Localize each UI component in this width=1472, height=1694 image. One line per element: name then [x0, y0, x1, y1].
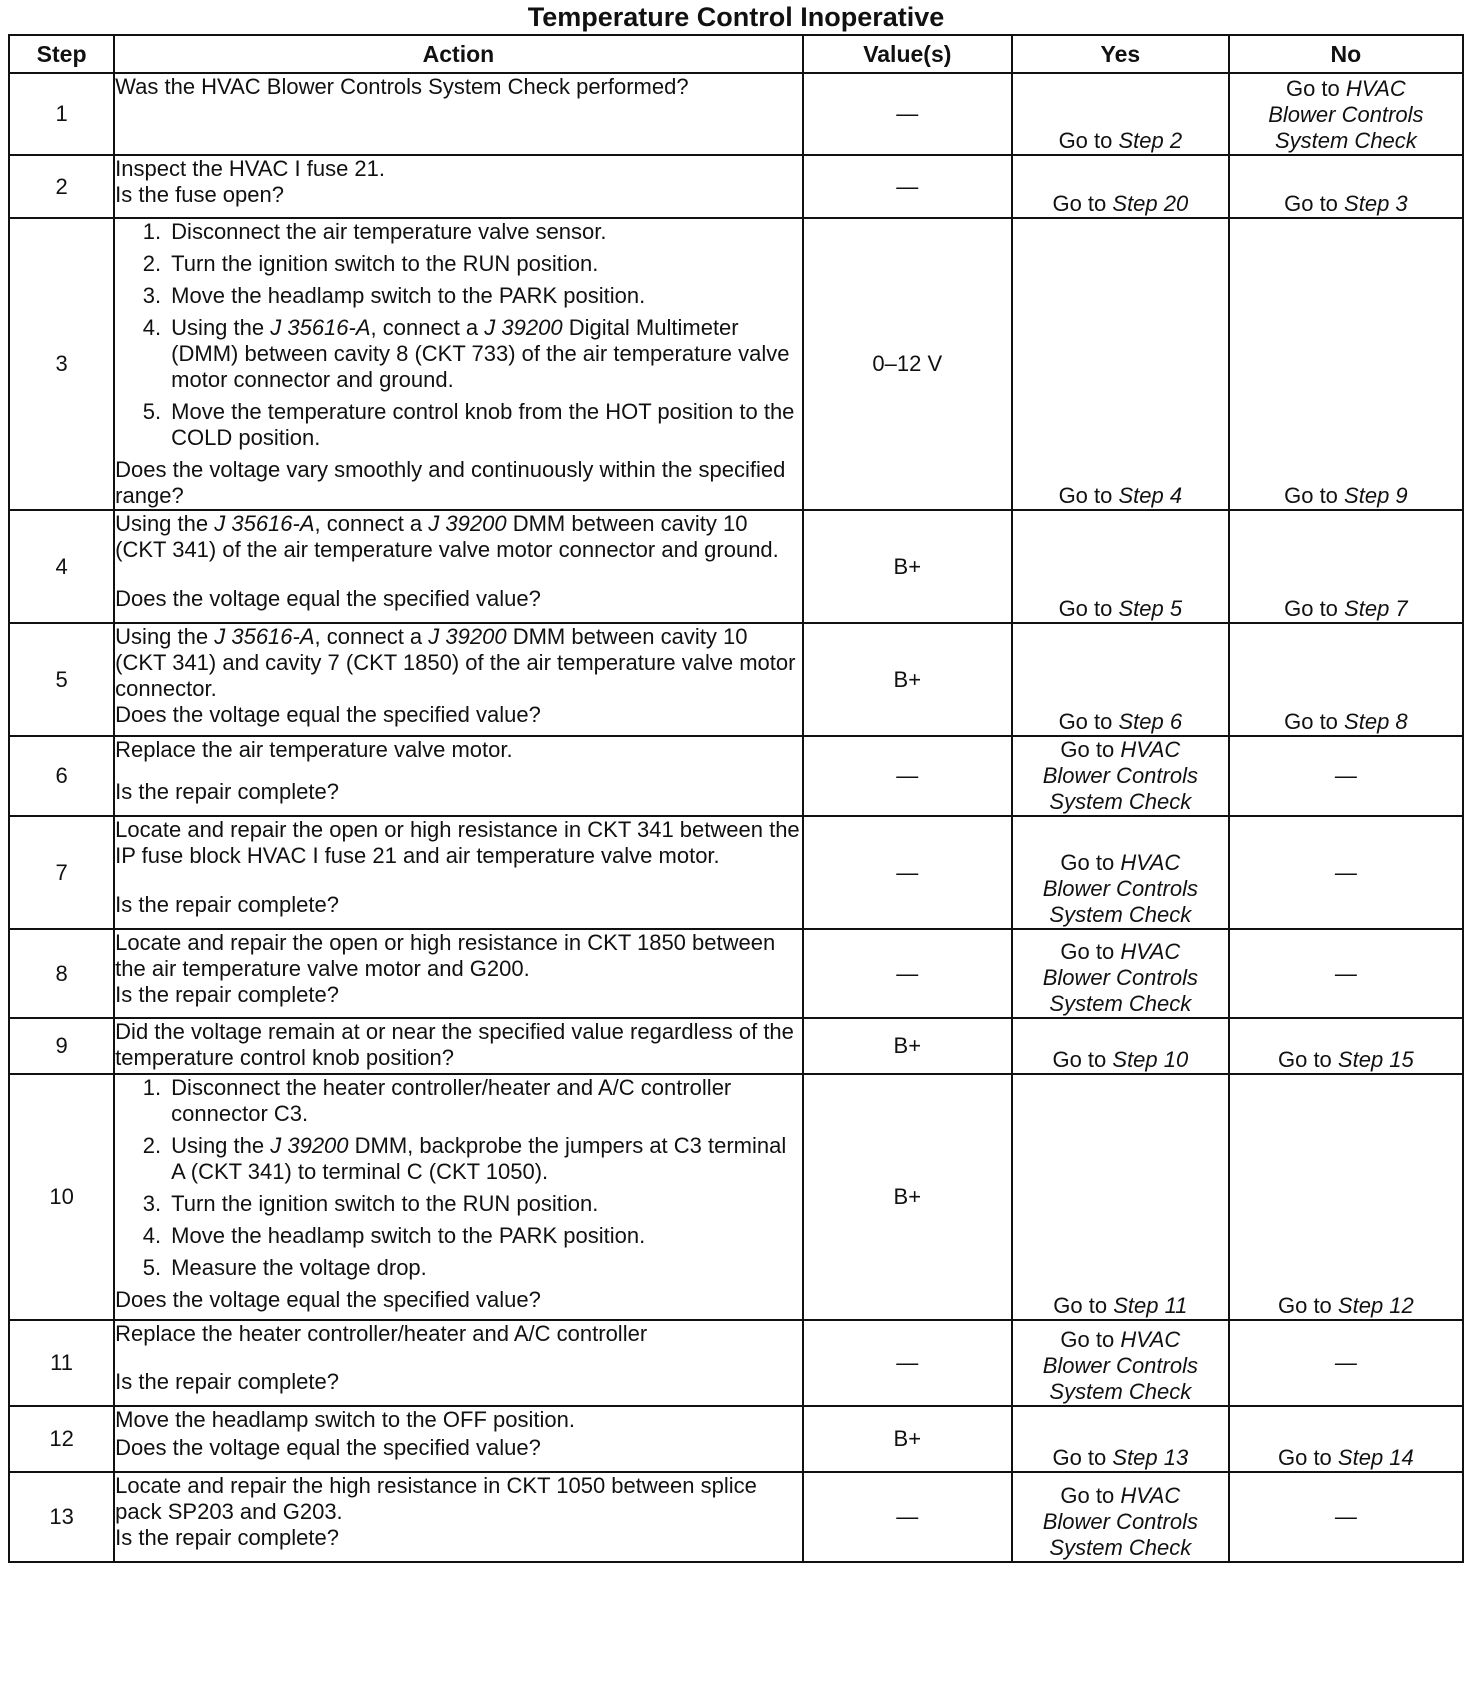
table-row — [9, 1320, 1463, 1406]
goto-prefix: Go to — [1277, 1293, 1332, 1318]
goto-target: Step 5 — [1118, 596, 1183, 621]
no-cell — [1229, 218, 1463, 510]
goto-target: Step 4 — [1118, 483, 1183, 508]
step-number: 10 — [9, 1074, 114, 1320]
no-cell — [1229, 1320, 1463, 1406]
action-step-item — [167, 399, 802, 451]
outcome-link[interactable] — [1268, 76, 1423, 153]
step-number: 9 — [9, 1018, 114, 1074]
action-text — [115, 737, 802, 763]
goto-prefix: Go to — [1053, 1293, 1108, 1318]
action-steps-list — [115, 219, 802, 451]
value-cell: B+ — [803, 1406, 1012, 1472]
action-text — [115, 74, 802, 100]
yes-cell — [1012, 736, 1229, 816]
goto-prefix: Go to — [1284, 596, 1338, 621]
action-line: Inspect the HVAC I fuse 21. — [115, 156, 386, 181]
goto-prefix: Go to — [1060, 939, 1115, 964]
action-line: Using the J 39200 DMM, backprobe the jumpers at C3 terminal A (CKT 341) to terminal C (CKT 1050). — [171, 1133, 787, 1184]
outcome-dash: — — [1334, 859, 1357, 885]
action-text — [115, 1321, 802, 1347]
goto-prefix: Go to — [1284, 709, 1338, 734]
column-header-step: Step — [9, 35, 114, 73]
action-line: Was the HVAC Blower Controls System Check performed? — [115, 74, 689, 99]
step-number: 8 — [9, 929, 114, 1018]
table-row — [9, 1074, 1463, 1320]
action-line: Replace the air temperature valve motor. — [115, 737, 513, 762]
action-question: Does the voltage equal the specified value? — [115, 1287, 541, 1312]
table-row — [9, 816, 1463, 929]
action-step-item — [167, 315, 802, 393]
column-header-values: Value(s) — [803, 35, 1012, 73]
action-question: Is the repair complete? — [115, 1525, 339, 1550]
yes-cell — [1012, 929, 1229, 1018]
outcome-link[interactable] — [1284, 483, 1408, 508]
yes-cell — [1012, 816, 1229, 929]
action-text — [115, 624, 802, 702]
goto-prefix: Go to — [1285, 76, 1340, 101]
yes-cell — [1012, 73, 1229, 155]
action-question: Does the voltage vary smoothly and continuously within the specified range? — [115, 457, 786, 508]
outcome-link[interactable] — [1043, 850, 1198, 927]
table-row — [9, 1018, 1463, 1074]
action-step-item — [167, 1255, 802, 1281]
goto-target: Step 3 — [1344, 191, 1408, 216]
goto-prefix: Go to — [1058, 128, 1113, 153]
goto-target: Step 14 — [1337, 1445, 1414, 1470]
outcome-dash: — — [1334, 763, 1357, 788]
action-step-item — [167, 283, 802, 309]
value-cell: B+ — [803, 510, 1012, 623]
outcome-link[interactable] — [1043, 1327, 1198, 1404]
value-cell: — — [803, 929, 1012, 1018]
action-question: Does the voltage equal the specified value? — [115, 1435, 541, 1460]
action-question: Is the repair complete? — [115, 1369, 339, 1394]
value-cell: B+ — [803, 1018, 1012, 1074]
step-number: 4 — [9, 510, 114, 623]
goto-prefix: Go to — [1060, 850, 1115, 875]
action-question: Is the repair complete? — [115, 892, 339, 917]
goto-prefix: Go to — [1058, 709, 1113, 734]
action-line: Turn the ignition switch to the RUN position. — [171, 1191, 599, 1216]
yes-cell — [1012, 218, 1229, 510]
step-number: 12 — [9, 1406, 114, 1472]
column-header-yes: Yes — [1012, 35, 1229, 73]
action-line: Replace the heater controller/heater and A/C controller — [115, 1321, 648, 1346]
action-step-item — [167, 1191, 802, 1217]
action-line: Turn the ignition switch to the RUN position. — [171, 251, 599, 276]
table-row — [9, 1472, 1463, 1562]
action-question: Does the voltage equal the specified value? — [115, 702, 541, 727]
goto-target: Step 15 — [1337, 1047, 1414, 1072]
action-line: Measure the voltage drop. — [171, 1255, 427, 1280]
value-cell: — — [803, 73, 1012, 155]
action-text — [115, 511, 802, 563]
action-line: Disconnect the heater controller/heater and A/C controller connector C3. — [171, 1075, 732, 1126]
outcome-link[interactable] — [1059, 483, 1183, 508]
value-cell: B+ — [803, 623, 1012, 736]
no-cell — [1229, 816, 1463, 929]
step-number: 7 — [9, 816, 114, 929]
diagnostic-table — [8, 34, 1464, 1563]
action-cell — [114, 736, 803, 816]
header-row — [9, 35, 1463, 73]
action-line: Move the headlamp switch to the OFF position. — [115, 1407, 575, 1432]
action-line: Locate and repair the open or high resistance in CKT 1850 between the air temperature valve motor and G200. — [115, 930, 776, 981]
step-number: 1 — [9, 73, 114, 155]
action-cell — [114, 218, 803, 510]
no-cell — [1229, 1406, 1463, 1472]
goto-prefix: Go to — [1060, 737, 1115, 762]
outcome-link[interactable] — [1043, 737, 1198, 814]
action-step-item — [167, 1133, 802, 1185]
action-step-item — [167, 1075, 802, 1127]
outcome-link[interactable] — [1052, 191, 1188, 216]
outcome-dash: — — [1334, 960, 1357, 986]
goto-target: Step 11 — [1113, 1293, 1188, 1318]
action-text — [115, 1407, 802, 1433]
step-number: 5 — [9, 623, 114, 736]
action-cell — [114, 1018, 803, 1074]
value-cell: B+ — [803, 1074, 1012, 1320]
no-cell — [1229, 1074, 1463, 1320]
action-line: Using the J 35616-A, connect a J 39200 DMM between cavity 10 (CKT 341) and cavity 7 (CKT 1850) of the air temperature valve motor connector. — [115, 624, 796, 701]
outcome-link[interactable] — [1043, 1483, 1198, 1560]
action-line: Locate and repair the open or high resistance in CKT 341 between the IP fuse block HVAC I fuse 21 and air temperature valve motor. — [115, 817, 800, 868]
action-cell — [114, 623, 803, 736]
table-row — [9, 736, 1463, 816]
yes-cell — [1012, 510, 1229, 623]
outcome-link[interactable] — [1278, 1047, 1414, 1072]
no-cell — [1229, 929, 1463, 1018]
no-cell — [1229, 155, 1463, 218]
action-line: Move the headlamp switch to the PARK position. — [171, 1223, 646, 1248]
action-question: Is the repair complete? — [115, 982, 339, 1007]
goto-prefix: Go to — [1058, 596, 1113, 621]
action-step-item — [167, 219, 802, 245]
action-cell — [114, 929, 803, 1018]
action-question: Does the voltage equal the specified value? — [115, 586, 541, 611]
table-row — [9, 623, 1463, 736]
action-cell — [114, 1406, 803, 1472]
goto-prefix: Go to — [1052, 191, 1107, 216]
action-text — [115, 156, 802, 182]
outcome-link[interactable] — [1284, 596, 1408, 621]
action-line: Using the J 35616-A, connect a J 39200 DMM between cavity 10 (CKT 341) of the air temperature valve motor connector and ground. — [115, 511, 779, 562]
action-text — [115, 930, 802, 982]
value-cell: — — [803, 1472, 1012, 1562]
action-cell — [114, 1472, 803, 1562]
action-question: Is the repair complete? — [115, 779, 339, 804]
action-steps-list — [115, 1075, 802, 1281]
column-header-action: Action — [114, 35, 803, 73]
outcome-link[interactable] — [1278, 1293, 1414, 1318]
yes-cell — [1012, 1406, 1229, 1472]
goto-target: HVAC Blower Controls System Check — [1042, 1327, 1198, 1404]
outcome-link[interactable] — [1052, 1047, 1188, 1072]
value-cell: — — [803, 736, 1012, 816]
action-line: Did the voltage remain at or near the specified value regardless of the temperature control knob position? — [115, 1019, 794, 1070]
goto-target: HVAC Blower Controls System Check — [1042, 850, 1198, 927]
goto-prefix: Go to — [1060, 1483, 1115, 1508]
document-title: Temperature Control Inoperative — [527, 2, 945, 32]
goto-target: Step 2 — [1118, 128, 1183, 153]
action-cell — [114, 816, 803, 929]
no-cell — [1229, 736, 1463, 816]
outcome-link[interactable] — [1053, 1293, 1187, 1318]
value-cell: — — [803, 1320, 1012, 1406]
action-cell — [114, 155, 803, 218]
outcome-link[interactable] — [1043, 939, 1198, 1016]
no-cell — [1229, 73, 1463, 155]
column-header-no: No — [1229, 35, 1463, 73]
action-cell — [114, 73, 803, 155]
action-line: Disconnect the air temperature valve sensor. — [171, 219, 607, 244]
step-number: 11 — [9, 1320, 114, 1406]
yes-cell — [1012, 623, 1229, 736]
table-row — [9, 218, 1463, 510]
goto-target: Step 6 — [1118, 709, 1183, 734]
action-cell — [114, 1074, 803, 1320]
goto-target: Step 8 — [1344, 709, 1408, 734]
table-body — [9, 73, 1463, 1562]
no-cell — [1229, 510, 1463, 623]
table-row — [9, 929, 1463, 1018]
action-cell — [114, 1320, 803, 1406]
goto-target: HVAC Blower Controls System Check — [1042, 939, 1198, 1016]
table-row — [9, 73, 1463, 155]
yes-cell — [1012, 1320, 1229, 1406]
outcome-link[interactable] — [1284, 191, 1408, 216]
action-question: Is the fuse open? — [115, 182, 284, 207]
value-cell: — — [803, 816, 1012, 929]
action-step-item — [167, 251, 802, 277]
goto-prefix: Go to — [1277, 1445, 1332, 1470]
action-line: Using the J 35616-A, connect a J 39200 Digital Multimeter (DMM) between cavity 8 (CKT 733) of the air temperature valve motor connector and ground. — [171, 315, 790, 392]
outcome-link[interactable] — [1059, 128, 1183, 153]
yes-cell — [1012, 1472, 1229, 1562]
outcome-link[interactable] — [1059, 596, 1183, 621]
action-cell — [114, 510, 803, 623]
step-number: 13 — [9, 1472, 114, 1562]
action-line: Locate and repair the high resistance in CKT 1050 between splice pack SP203 and G203. — [115, 1473, 757, 1524]
outcome-dash: — — [1334, 1350, 1357, 1375]
no-cell — [1229, 1018, 1463, 1074]
goto-target: Step 7 — [1344, 596, 1408, 621]
value-cell: 0–12 V — [803, 218, 1012, 510]
table-row — [9, 155, 1463, 218]
outcome-link[interactable] — [1284, 709, 1408, 734]
goto-prefix: Go to — [1277, 1047, 1332, 1072]
goto-target: Step 10 — [1112, 1047, 1189, 1072]
yes-cell — [1012, 1074, 1229, 1320]
goto-prefix: Go to — [1284, 483, 1338, 508]
goto-target: HVAC Blower Controls System Check — [1042, 737, 1198, 814]
table-row — [9, 510, 1463, 623]
action-line: Move the headlamp switch to the PARK position. — [171, 283, 646, 308]
yes-cell — [1012, 1018, 1229, 1074]
goto-prefix: Go to — [1060, 1327, 1115, 1352]
action-line: Move the temperature control knob from the HOT position to the COLD position. — [171, 399, 795, 450]
action-text — [115, 817, 802, 869]
no-cell — [1229, 1472, 1463, 1562]
no-cell — [1229, 623, 1463, 736]
outcome-dash: — — [1334, 1504, 1357, 1529]
outcome-link[interactable] — [1059, 709, 1183, 734]
step-number: 3 — [9, 218, 114, 510]
table-row — [9, 1406, 1463, 1472]
goto-target: HVAC Blower Controls System Check — [1042, 1483, 1198, 1560]
action-text — [115, 1473, 802, 1525]
step-number: 6 — [9, 736, 114, 816]
goto-prefix: Go to — [1058, 483, 1113, 508]
yes-cell — [1012, 155, 1229, 218]
value-cell: — — [803, 155, 1012, 218]
goto-prefix: Go to — [1052, 1047, 1107, 1072]
goto-target: Step 9 — [1344, 483, 1408, 508]
goto-target: HVAC Blower Controls System Check — [1268, 76, 1424, 153]
goto-prefix: Go to — [1052, 1445, 1107, 1470]
goto-prefix: Go to — [1284, 191, 1338, 216]
goto-target: Step 20 — [1112, 191, 1189, 216]
goto-target: Step 13 — [1112, 1445, 1189, 1470]
outcome-link[interactable] — [1278, 1445, 1414, 1470]
action-step-item — [167, 1223, 802, 1249]
outcome-link[interactable] — [1052, 1445, 1188, 1470]
action-text — [115, 1019, 802, 1071]
step-number: 2 — [9, 155, 114, 218]
goto-target: Step 12 — [1337, 1293, 1414, 1318]
